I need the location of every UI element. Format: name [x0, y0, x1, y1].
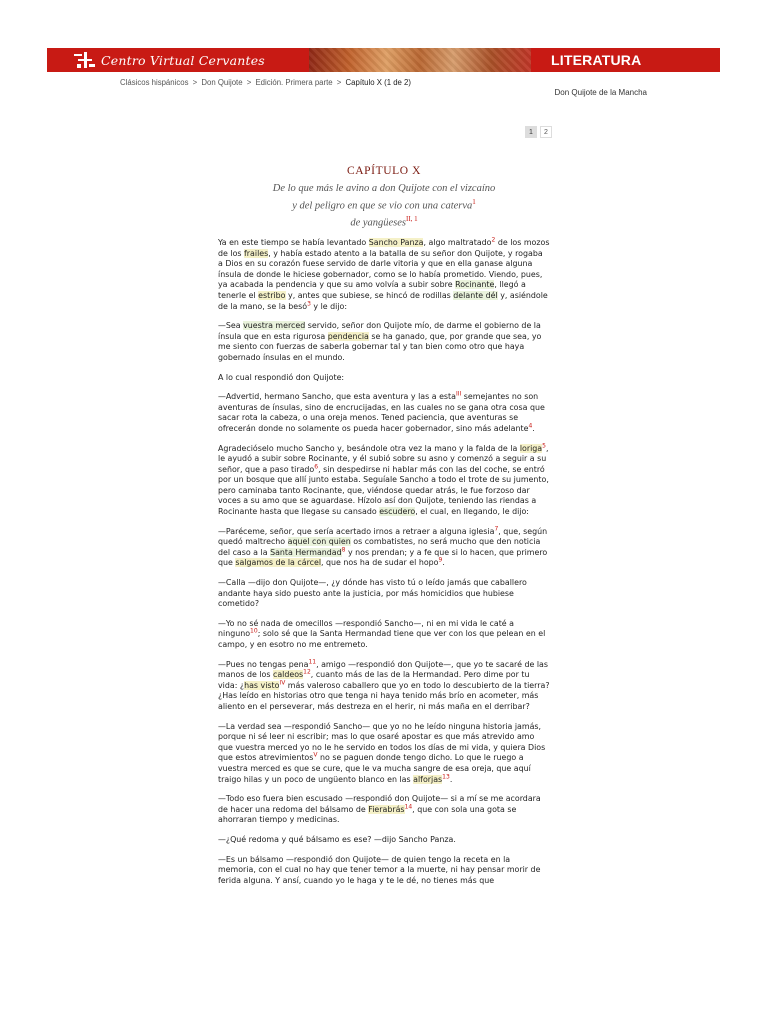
footnote-ref[interactable]: 7 — [494, 525, 499, 533]
work-title: Don Quijote de la Mancha — [554, 88, 647, 97]
text-run: y nos prendan; y a fe que si lo hacen, que primero que — [218, 547, 548, 568]
breadcrumb-item-edicion[interactable]: Edición. Primera parte — [255, 78, 333, 87]
paragraph: —¿Qué redoma y qué bálsamo es ese? —dijo Sancho Panza. — [218, 834, 456, 844]
glossary-term[interactable]: Rocinante — [455, 280, 495, 290]
footnote-ref[interactable]: 10 — [250, 627, 258, 635]
footnote-ref[interactable]: IV — [279, 679, 286, 687]
paragraph — [218, 794, 550, 826]
footnote-ref[interactable]: 1 — [472, 197, 476, 206]
text-run: Ya en este tiempo se había levantado — [218, 238, 369, 247]
glossary-term[interactable]: vuestra merced — [243, 321, 306, 331]
paragraph: A lo cual respondió don Quijote: — [218, 372, 345, 382]
text-run: . — [442, 558, 445, 568]
paragraph — [218, 238, 550, 312]
text-run: , que nos ha de sudar el hopo — [321, 558, 439, 568]
banner-artwork — [309, 48, 531, 72]
footnote-ref[interactable]: 3 — [307, 299, 311, 307]
pagination — [525, 126, 552, 138]
footnote-ref[interactable]: III — [455, 390, 462, 398]
text-run: semejantes no son aventuras de ínsulas, sino de encrucijadas, en las cuales no se gana otra cosa que sacar rota la cabeza, o una oreja menos. Tened paciencia, que aventuras se ofrecerán donde no solamente os pueda hacer gobernador, sino más adelante — [218, 392, 545, 433]
glossary-term[interactable]: alforjas — [413, 774, 443, 784]
glossary-term[interactable]: aquel con quien — [287, 537, 351, 547]
text-run: , le ayudó a subir sobre Rocinante, y él subió sobre su asno y comenzó a seguir a su señor, que a paso tirado — [218, 443, 549, 474]
footnote-ref[interactable]: 4 — [528, 422, 533, 430]
glossary-term[interactable]: estribo — [258, 290, 286, 300]
text-run: —La verdad sea —respondió Sancho— que yo no he leído ninguna historia jamás, porque ni sé leer ni escribir; mas lo que osaré apostar es que más atrevido amo que vuestra merced yo no le he servido en todos los días de mi vida, y quiera Dios que estos atrevimientos — [218, 721, 546, 763]
glossary-term[interactable]: frailes — [244, 248, 269, 258]
breadcrumb-separator: > — [246, 78, 252, 87]
text-run: , y había estado atento a la batalla de su señor don Quijote, y rogaba a Dios en su corazón fuese servido de darle vitoria y que en ella ganase alguna ínsula de donde le hiciese gobernador, como se lo había prometido. Viendo, pues, ya acabada la pendencia y que su amo volvía a subir sobre — [218, 248, 543, 290]
footnote-ref[interactable]: 13 — [442, 772, 450, 780]
breadcrumb — [120, 78, 411, 87]
text-run: , el cual, en llegando, le dijo: — [415, 507, 529, 517]
cervantes-logo-icon — [74, 52, 96, 68]
footnote-ref[interactable]: 11 — [308, 657, 317, 665]
footnote-ref[interactable]: 12 — [303, 668, 311, 676]
paragraph — [218, 657, 550, 713]
glossary-term[interactable]: Fierabrás — [368, 804, 405, 814]
glossary-term[interactable]: has visto — [244, 680, 280, 690]
text-run: se ha ganado, que, por grande que sea, yo me siento con fuerzas de saberla gobernar tal y tan bien como otro que haya gobernado ínsulas en el mundo. — [218, 331, 542, 362]
text-run: , sin despedirse ni hablar más con las del coche, se entró por un bosque que allí junto estaba. Seguíale Sancho a todo el trote de su jumento, pero caminaba tanto Rocinante, que, viéndose quedar atrás, le fue forzoso dar voces a su amo que se aguardase. Hízolo así don Quijote, teniendo las riendas a Rocinante hasta que llegase su cansado — [218, 464, 549, 517]
glossary-term[interactable]: salgamos de la cárcel — [235, 558, 322, 568]
text-run: —Pues no tengas pena — [218, 659, 309, 669]
text-run: más valeroso caballero que yo en todo lo descubierto de la tierra? ¿Has leído en historias otro que tenga ni haya tenido más brío en acometer, más aliento en el perseverar, más destreza en el herir, ni más maña en el derribar? — [218, 680, 550, 711]
section-label[interactable]: LITERATURA — [551, 52, 642, 68]
footnote-ref[interactable]: 5 — [542, 441, 546, 449]
text-run: . — [449, 774, 453, 784]
glossary-term[interactable]: caldeos — [272, 670, 304, 680]
paragraph — [218, 392, 550, 434]
chapter-body — [218, 238, 550, 895]
paragraph: —Calla —dijo don Quijote—, ¿y dónde has visto tú o leído jamás que caballero andante haya sido puesto ante la justicia, por más homicidios que hubiese cometido? — [218, 578, 527, 609]
paragraph: —Es un bálsamo —respondió don Quijote— de quien tengo la receta en la memoria, con el cual no hay que tener temor a la muerte, ni hay pensar morir de ferida alguna. Y ansí, cuando yo le haga y te le dé, no tienes más que — [218, 854, 541, 885]
breadcrumb-separator: > — [192, 78, 198, 87]
footnote-ref[interactable]: 2 — [491, 236, 496, 244]
text-run: y, asiéndole de la mano, se la besó — [218, 290, 548, 311]
breadcrumb-separator: > — [336, 78, 342, 87]
paragraph — [218, 722, 550, 786]
text-run: , algo maltratado — [423, 238, 492, 247]
text-run: , cuanto más de las de la Hermandad. Pero dime por tu vida: ¿ — [218, 670, 530, 690]
text-run: servido, señor don Quijote mío, de darme el gobierno de la ínsula que en esta rigurosa — [218, 321, 541, 341]
glossary-term[interactable]: Sancho Panza — [368, 238, 424, 247]
text-run: —Advertid, hermano Sancho, que esta aventura y las a esta — [218, 392, 456, 402]
chapter-title: CAPÍTULO X — [346, 165, 422, 177]
glossary-term[interactable]: pendencia — [327, 331, 369, 341]
site-logo[interactable] — [47, 48, 309, 72]
text-run: , llegó a tenerle el — [218, 280, 526, 300]
paragraph — [218, 619, 550, 651]
subtitle-line: de yangüeses — [350, 217, 407, 228]
text-run: —Sea — [218, 321, 244, 331]
breadcrumb-item-don-quijote[interactable]: Don Quijote — [201, 78, 243, 87]
breadcrumb-item-clasicos[interactable]: Clásicos hispánicos — [120, 78, 189, 87]
footnote-ref[interactable]: 9 — [438, 556, 443, 564]
text-run: . — [532, 423, 535, 433]
subtitle-line: De lo que más le avino a don Quijote con el vizcaíno — [272, 183, 496, 194]
section-header — [531, 48, 720, 72]
text-run: de los mozos de los — [218, 238, 550, 258]
footnote-ref[interactable]: 8 — [341, 546, 346, 554]
paragraph — [218, 321, 550, 363]
text-run: —Paréceme, señor, que sería acertado irnos a retraer a alguna iglesia — [218, 526, 495, 536]
glossary-term[interactable]: loriga — [519, 443, 543, 453]
text-run: Agradecióselo mucho Sancho y, besándole otra vez la mano y la falda de la — [218, 443, 520, 453]
breadcrumb-current: Capítulo X (1 de 2) — [345, 78, 411, 87]
text-run: , que con sola una gota se ahorraran tiempo y medicinas. — [218, 804, 517, 825]
glossary-term[interactable]: escudero — [379, 507, 416, 517]
text-run: ; solo sé que la Santa Hermandad tiene que ver con los que pelean en el campo, y en esotro no me entremeto. — [218, 629, 546, 649]
glossary-term[interactable]: delante dél — [453, 290, 498, 300]
footnote-ref[interactable]: II, 1 — [406, 214, 418, 223]
page-link-1[interactable]: 1 — [525, 126, 537, 138]
site-title: Centro Virtual Cervantes — [101, 52, 265, 68]
text-run: —Todo eso fuera bien escusado —respondió don Quijote— si a mí se me acordara de hacer una redoma del bálsamo de — [218, 794, 541, 814]
footnote-ref[interactable]: V — [313, 751, 318, 759]
paragraph — [218, 527, 550, 569]
text-run: os combatistes, no será mucho que den noticia del caso a la — [218, 537, 541, 557]
text-run: , que, según quedó maltrecho — [218, 526, 548, 547]
site-banner — [47, 48, 720, 72]
subtitle-line: y del peligro en que se vio con una caterva — [292, 200, 473, 211]
paragraph — [218, 441, 550, 518]
text-run: y, antes que subiese, se hincó de rodillas — [285, 290, 454, 300]
footnote-ref[interactable]: 6 — [314, 463, 319, 471]
text-run: no se paguen donde tengo dicho. Lo que le ruego a vuestra merced es que se cure, que le va mucha sangre de esa oreja, que aquí traigo hilas y un poco de ungüento blanco en las — [218, 753, 531, 784]
text-run: —Yo no sé nada de omecillos —respondió Sancho—, ni en mi vida le caté a ninguno — [218, 618, 515, 639]
glossary-term[interactable]: Santa Hermandad — [270, 547, 342, 557]
page-link-2[interactable]: 2 — [540, 126, 552, 138]
chapter-subtitle — [0, 182, 768, 230]
footnote-ref[interactable]: 14 — [404, 803, 413, 811]
text-run: y le dijo: — [310, 301, 348, 311]
text-run: , amigo —respondió don Quijote—, que yo te sacaré de las manos de los — [218, 659, 548, 680]
